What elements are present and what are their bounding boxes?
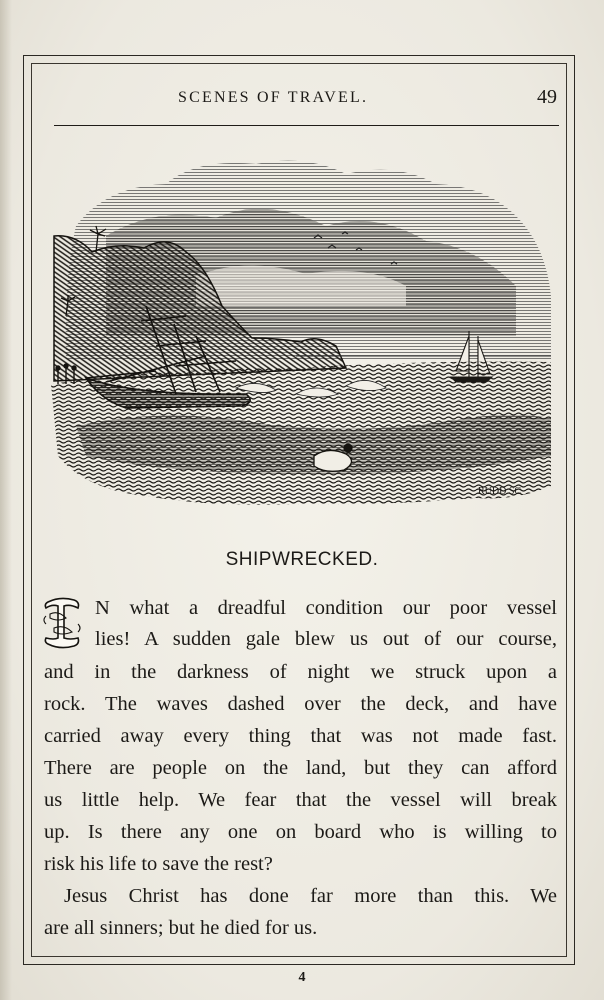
header-rule (54, 125, 559, 126)
body-line-4: rock. The waves dashed over the deck, and have (44, 693, 557, 715)
body-line-8: up. Is there any one on board who is willing to (44, 821, 557, 843)
shipwreck-engraving (46, 156, 560, 521)
body-line-5: carried away every thing that was not made fast. (44, 725, 557, 747)
gutter-shadow (0, 0, 12, 1000)
body-line-11: are all sinners; but he died for us. (44, 917, 318, 939)
body-line-9: risk his life to save the rest? (44, 853, 273, 875)
body-line-3: and in the darkness of night we struck upon a (44, 661, 557, 683)
body-line-7: us little help. We fear that the vessel will break (44, 789, 557, 811)
body-line-6: There are people on the land, but they can afford (44, 757, 557, 779)
engraver-signature: RUDD SC (478, 486, 522, 497)
illustration-caption: SHIPWRECKED. (225, 549, 379, 570)
ornamental-drop-cap (40, 594, 84, 652)
page-number: 49 (537, 86, 557, 108)
body-line-2: lies! A sudden gale blew us out of our course, (95, 628, 557, 650)
body-line-1: N what a dreadful condition our poor vessel (95, 597, 557, 619)
body-line-10: Jesus Christ has done far more than this. We (64, 885, 557, 907)
running-head: SCENES OF TRAVEL. (178, 89, 369, 106)
signature-mark: 4 (298, 970, 306, 985)
